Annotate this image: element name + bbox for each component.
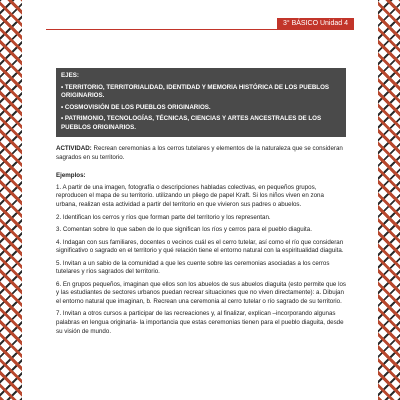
ejes-item: • COSMOVISIÓN DE LOS PUEBLOS ORIGINARIOS. [61, 103, 211, 111]
ejemplos-title: Ejemplos: [56, 172, 86, 180]
grade-unit-tag: 3° BÁSICO Unidad 4 [277, 18, 354, 29]
document-body [56, 68, 346, 340]
ejes-item: • PATRIMONIO, TECNOLOGÍAS, TÉCNICAS, CIENCIAS Y ARTES ANCESTRALES DE LOS PUEBLOS ORIGINARIOS. [61, 115, 322, 131]
ejes-item: • TERRITORIO, TERRITORIALIDAD, IDENTIDAD Y MEMORIA HISTÓRICA DE LOS PUEBLOS ORIGINARIOS. [61, 83, 330, 100]
header-rule [46, 29, 354, 30]
ejemplo-item: 4. Indagan con sus familiares, docentes o vecinos cuál es el cerro tutelar, así como el río que consideran significativo o sagrado en el territorio y qué relación tiene el entorno natural con la espiritualidad diaguita. [56, 238, 344, 255]
left-decorative-border [0, 0, 22, 400]
ejemplo-item: 7. Invitan a otros cursos a participar de las recreaciones y, al finalizar, explican –incorporando algunas palabras en lengua originaria- la importancia que estas ceremonias tienen para el pueblo diaguita, desde su visión de mundo. [56, 310, 344, 335]
ejemplo-item: 3. Comentan sobre lo que saben de lo que significan los ríos y cerros para el pueblo diaguita. [56, 226, 312, 234]
right-decorative-border [378, 0, 400, 400]
actividad-paragraph [56, 145, 346, 162]
ejes-box [56, 68, 346, 137]
ejemplo-item: 5. Invitan a un sabio de la comunidad a que les cuente sobre las ceremonias asociadas a los cerros tutelares y ríos sagrados del territorio. [56, 259, 330, 276]
ejemplo-item: 2. Identifican los cerros y ríos que forman parte del territorio y los representan. [56, 213, 271, 221]
ejemplo-item: 6. En grupos pequeños, imaginan que ellos son los abuelos de sus abuelos diaguita (esto permite que los y las estudiantes de sectores urbanos puedan recrear situaciones que no viven directamente): a. Dibujan el entorno natural que imaginan, b. Recrean una ceremonia al cerro tutelar o río sagrado de su territorio. [56, 280, 346, 305]
ejemplo-item: 1. A partir de una imagen, fotografía o descripciones habladas colectivas, en pequeños grupos, reproducen el mapa de su territorio. utilizando un pliego de papel Kraft. Si los niños viven en zona urbana, realizan esta actividad a partir del territorio en que vivieron sus padres o abuelos. [56, 183, 324, 209]
ejes-title: EJES: [61, 72, 79, 79]
actividad-text: Recrean ceremonias a los cerros tutelares y elementos de la naturaleza que se consideran sagrados en su territorio. [56, 145, 343, 161]
actividad-label: ACTIVIDAD: [56, 145, 92, 153]
